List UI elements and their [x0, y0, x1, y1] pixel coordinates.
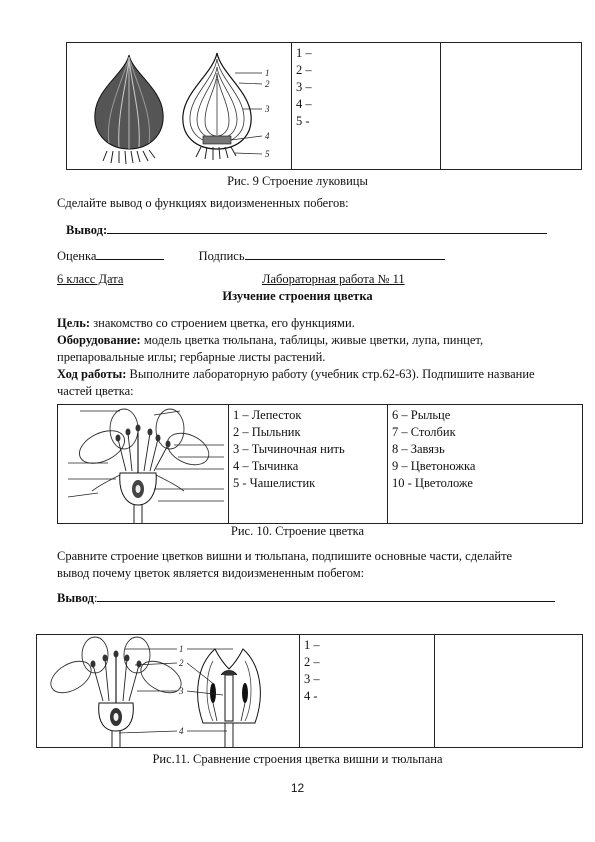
equipment-text: модель цветка тюльпана, таблицы, живые цветки, лупа, пинцет, препаровальные иглы; гербарные листы растений.	[57, 333, 484, 364]
tulip-flower-drawing	[198, 649, 261, 747]
flower-part-6: 6 – Рыльце	[392, 408, 451, 422]
cherry-tulip-illustration	[37, 635, 299, 747]
bulb-callout-1: 1	[265, 68, 270, 78]
conclusion-1-line	[66, 222, 547, 238]
comparison-empty-cell	[435, 635, 583, 748]
instruction-modified-shoots: Сделайте вывод о функциях видоизмененных побегов:	[57, 196, 349, 210]
bulb-callout-5: 5	[265, 149, 270, 159]
flower-parts-list-1	[229, 405, 388, 524]
lab-title: Лабораторная работа № 11	[262, 272, 405, 286]
bulb-section-drawing	[183, 53, 270, 160]
bulb-part-2: 2 –	[296, 63, 312, 77]
bulb-illustration	[67, 43, 291, 169]
signature-label: Подпись	[198, 249, 245, 263]
bulb-part-4: 4 –	[296, 97, 312, 111]
comparison-callout-2: 2	[179, 658, 184, 668]
bulb-part-5: 5 -	[296, 114, 310, 128]
conclusion-1-input[interactable]	[107, 222, 547, 234]
flower-part-8: 8 – Завязь	[392, 442, 445, 456]
bulb-callout-3: 3	[265, 104, 270, 114]
bulb-table	[66, 42, 582, 170]
flower-illustration	[58, 405, 228, 523]
conclusion-2-colon: :	[93, 591, 98, 605]
bulb-callout-4: 4	[265, 131, 270, 141]
comparison-callout-3: 3	[179, 686, 184, 696]
bulb-figure-cell	[67, 43, 292, 170]
figure-9-caption: Рис. 9 Строение луковицы	[227, 174, 368, 188]
comparison-part-4: 4 -	[304, 689, 318, 703]
flower-part-4: 4 – Тычинка	[233, 459, 299, 473]
procedure-text: Выполните лабораторную работу (учебник стр.62-63). Подпишите название частей цветка:	[57, 367, 535, 398]
bulb-part-3: 3 –	[296, 80, 312, 94]
bulb-empty-cell	[441, 43, 582, 170]
procedure-paragraph	[57, 366, 535, 400]
equipment-paragraph	[57, 332, 535, 366]
comparison-part-3: 3 –	[304, 672, 320, 686]
bulb-part-1: 1 –	[296, 46, 312, 60]
flower-part-1: 1 – Лепесток	[233, 408, 302, 422]
flower-part-9: 9 – Цветоножка	[392, 459, 476, 473]
instruction-compare: Сравните строение цветков вишни и тюльпана, подпишите основные части, сделайте вывод почему цветок является видоизмененным побегом:	[57, 549, 513, 580]
page-number: 12	[290, 781, 305, 795]
comparison-callout-4: 4	[179, 726, 184, 736]
comparison-part-2: 2 –	[304, 655, 320, 669]
conclusion-2-line	[57, 590, 555, 606]
lab-subtitle: Изучение строения цветка	[222, 289, 373, 303]
goal-text: знакомство со строением цветка, его функциями.	[90, 316, 355, 330]
flower-figure-cell	[58, 405, 229, 524]
comparison-table	[36, 634, 583, 748]
procedure-label: Ход работы:	[57, 367, 127, 381]
bulb-parts-list	[292, 43, 441, 170]
grade-signature-line	[57, 248, 445, 264]
grade-label: Оценка	[57, 249, 97, 263]
whole-bulb-drawing	[95, 55, 163, 164]
comparison-parts-list	[300, 635, 435, 748]
flower-part-7: 7 – Столбик	[392, 425, 456, 439]
flower-part-10: 10 - Цветоложе	[392, 476, 473, 490]
signature-input[interactable]	[245, 248, 445, 260]
goal-paragraph	[57, 315, 537, 332]
conclusion-1-label: Вывод:	[66, 223, 108, 237]
flower-part-3: 3 – Тычиночная нить	[233, 442, 345, 456]
grade-input[interactable]	[96, 248, 164, 260]
flower-table	[57, 404, 583, 524]
figure-11-caption: Рис.11. Сравнение строения цветка вишни и тюльпана	[152, 752, 443, 766]
figure-10-caption: Рис. 10. Строение цветка	[230, 524, 365, 538]
comparison-part-1: 1 –	[304, 638, 320, 652]
class-date: 6 класс Дата	[57, 272, 124, 286]
conclusion-2-input[interactable]	[97, 590, 555, 602]
bulb-callout-2: 2	[265, 79, 270, 89]
comparison-callout-1: 1	[179, 644, 184, 654]
comparison-figure-cell	[37, 635, 300, 748]
flower-part-5: 5 - Чашелистик	[233, 476, 316, 490]
goal-label: Цель:	[57, 316, 91, 330]
cherry-flower-drawing	[45, 637, 186, 747]
equipment-label: Оборудование:	[57, 333, 141, 347]
conclusion-2-label: Вывод	[57, 591, 94, 605]
flower-parts-list-2	[388, 405, 583, 524]
flower-part-2: 2 – Пыльник	[233, 425, 301, 439]
